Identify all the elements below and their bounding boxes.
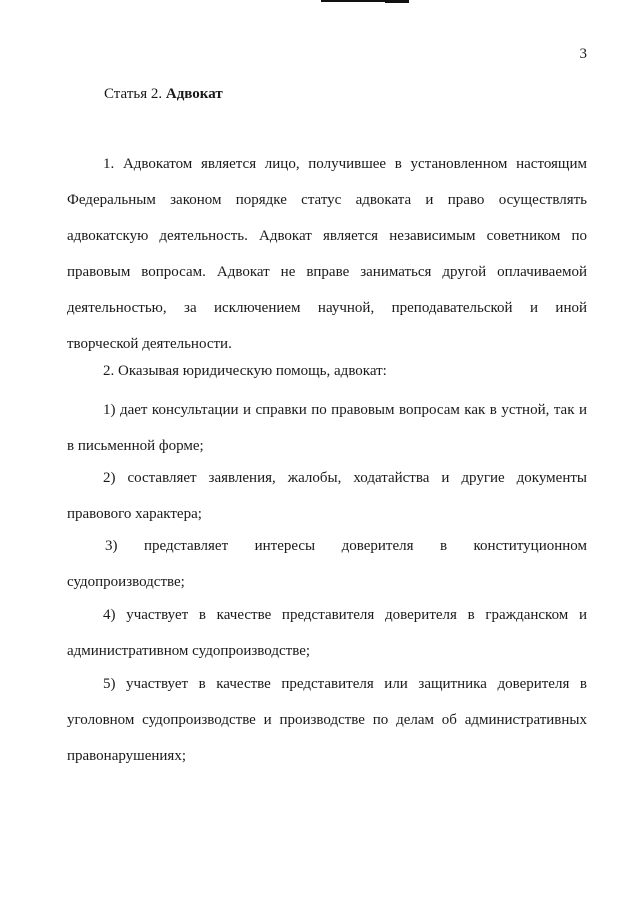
paragraph-2 — [67, 353, 587, 389]
list-item-2 — [67, 460, 587, 532]
text-line: 2. Оказывая юридическую помощь, адвокат: — [103, 363, 387, 379]
list-item-1 — [67, 392, 587, 464]
text-line: 5) участвует в качестве представителя или защитника доверителя в — [103, 676, 587, 692]
article-title: Адвокат — [165, 86, 223, 102]
list-item-3 — [67, 528, 587, 600]
text-line: Федеральным законом порядке статус адвоката и право осуществлять — [67, 192, 587, 208]
text-line: 1. Адвокатом является лицо, получившее в установленном настоящим — [103, 156, 587, 172]
text-line: судопроизводстве; — [67, 574, 185, 590]
text-line: 4) участвует в качестве представителя доверителя в гражданском и — [103, 607, 587, 623]
list-item-5 — [67, 666, 587, 774]
text-line: 3) представляет интересы доверителя в конституционном — [105, 538, 587, 554]
text-line: творческой деятельности. — [67, 336, 232, 352]
top-edge-mark — [321, 0, 409, 2]
page-number: 3 — [579, 46, 587, 62]
article-heading — [104, 86, 223, 103]
text-line: административном судопроизводстве; — [67, 643, 311, 659]
text-line: деятельностью, за исключением научной, преподавательской и иной — [67, 300, 587, 316]
text-line: правонарушениях; — [67, 748, 186, 764]
article-number: Статья 2. — [104, 86, 163, 102]
text-line: адвокатскую деятельность. Адвокат является независимым советником по — [67, 228, 587, 244]
text-line: уголовном судопроизводстве и производстве по делам об административных — [67, 712, 587, 728]
text-line: правового характера; — [67, 506, 202, 522]
text-line: правовым вопросам. Адвокат не вправе заниматься другой оплачиваемой — [67, 264, 587, 280]
paragraph-1 — [67, 146, 587, 362]
text-line: в письменной форме; — [67, 438, 204, 454]
text-line: 2) составляет заявления, жалобы, ходатайства и другие документы — [103, 470, 587, 486]
list-item-4 — [67, 597, 587, 669]
text-line: 1) дает консультации и справки по правовым вопросам как в устной, так и — [103, 402, 587, 418]
